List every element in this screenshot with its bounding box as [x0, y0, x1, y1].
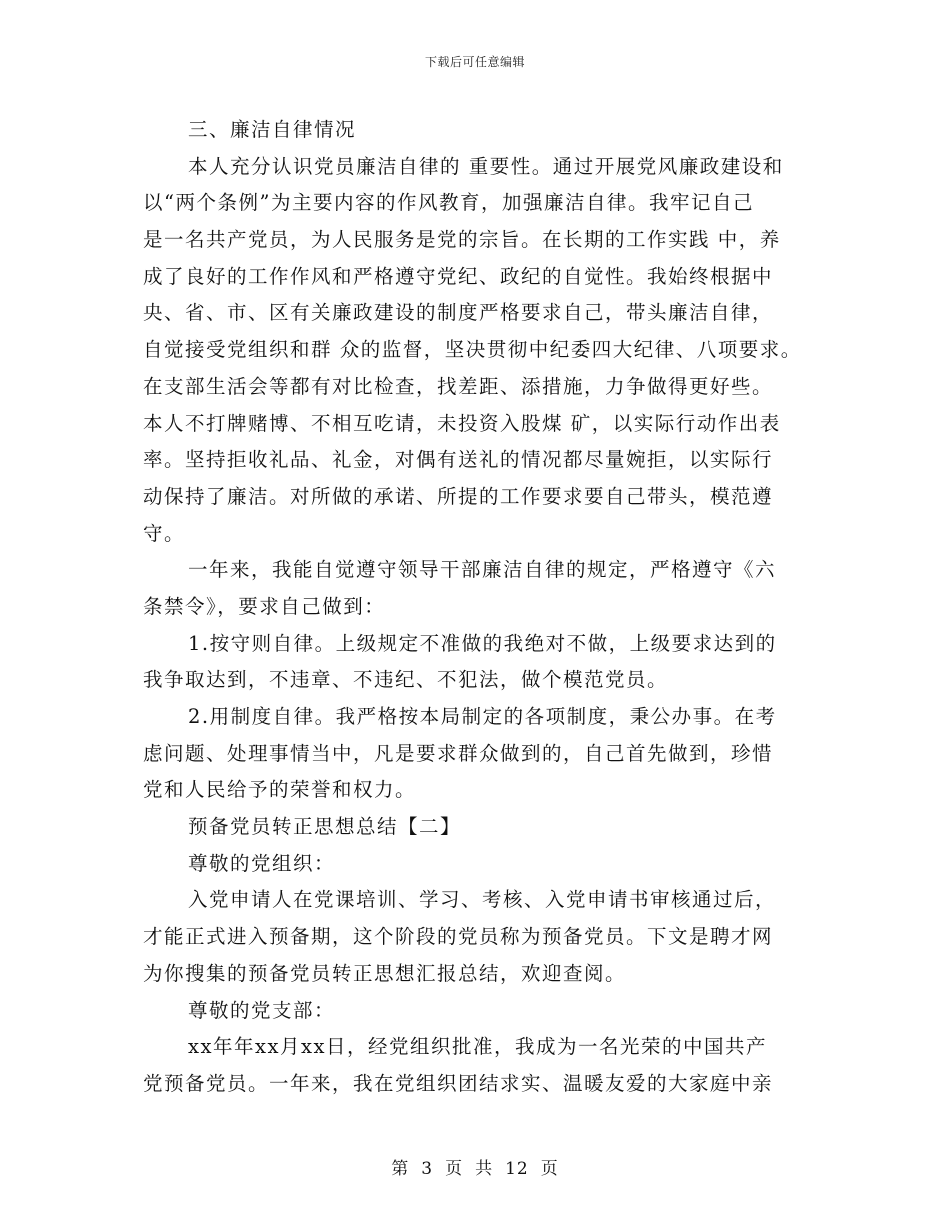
text-line: 动保持了廉洁。对所做的承诺、所提的工作要求要自己带头，模范遵	[143, 484, 774, 508]
text-line: 为你搜集的预备党员转正思想汇报总结，欢迎查阅。	[143, 961, 627, 985]
document-body	[143, 112, 808, 1103]
text-line: 党和人民给予的荣誉和权力。	[143, 778, 417, 802]
text-line: 三、廉洁自律情况	[188, 118, 357, 141]
text-line: 守。	[143, 521, 186, 545]
footer-current-page: 3	[421, 1159, 434, 1179]
text-line: 一年来，我能自觉遵守领导干部廉洁自律的规定，严格遵守《六	[188, 558, 777, 582]
text-line: 本人充分认识党员廉洁自律的 重要性。通过开展党风廉政建设和	[188, 154, 784, 178]
text-line: 预备党员转正思想总结【二】	[188, 815, 462, 839]
text-line: 2.用制度自律。我严格按本局制定的各项制度，秉公办事。在考	[188, 705, 777, 728]
page-footer	[0, 1154, 950, 1179]
text-line: 虑问题、处理事情当中，凡是要求群众做到的，自己首先做到，珍惜	[143, 741, 774, 765]
footer-total-pages: 12	[505, 1159, 529, 1179]
text-line: 率。坚持拒收礼品、礼金，对偶有送礼的情况都尽量婉拒，以实际行	[143, 448, 774, 472]
text-line: 尊敬的党支部：	[188, 998, 336, 1022]
text-line: 成了良好的工作作风和严格遵守党纪、政纪的自觉性。我始终根据中	[143, 264, 774, 288]
text-line: 本人不打牌赌博、不相互吃请，未投资入股煤 矿，以实际行动作出表	[143, 411, 781, 435]
page-header: 下载后可任意编辑	[424, 55, 525, 69]
text-line: 自觉接受党组织和群 众的监督，坚决贯彻中纪委四大纪律、八项要求。	[143, 338, 802, 362]
footer-label-total: 共	[475, 1159, 494, 1179]
text-line: 我争取达到，不违章、不违纪、不犯法，做个模范党员。	[143, 668, 669, 692]
footer-label-unit: 页	[445, 1159, 464, 1179]
text-line: xx年年xx月xx日，经党组织批准，我成为一名光荣的中国共产	[188, 1035, 767, 1059]
text-line: 入党申请人在党课培训、学习、考核、入党申请书审核通过后，	[188, 888, 777, 912]
footer-label-page: 第	[391, 1159, 410, 1179]
text-line: 在支部生活会等都有对比检查，找差距、添措施，力争做得更好些。	[143, 374, 774, 398]
text-line: 党预备党员。一年来，我在党组织团结求实、温暖友爱的大家庭中亲	[143, 1071, 774, 1095]
text-line: 条禁令》，要求自己做到：	[143, 594, 386, 618]
text-line: 才能正式进入预备期，这个阶段的党员称为预备党员。下文是聘才网	[143, 925, 774, 949]
text-line: 以“两个条例”为主要内容的作风教育，加强廉洁自律。我牢记自己	[143, 191, 754, 215]
text-line: 1.按守则自律。上级规定不准做的我绝对不做，上级要求达到的	[188, 631, 777, 655]
text-line: 是一名共产党员，为人民服务是党的宗旨。在长期的工作实践 中，养	[143, 228, 781, 252]
text-line: 央、省、市、区有关廉政建设的制度严格要求自己，带头廉洁自律，	[143, 301, 774, 325]
footer-label-unit2: 页	[540, 1159, 559, 1179]
text-line: 尊敬的党组织：	[188, 851, 336, 875]
